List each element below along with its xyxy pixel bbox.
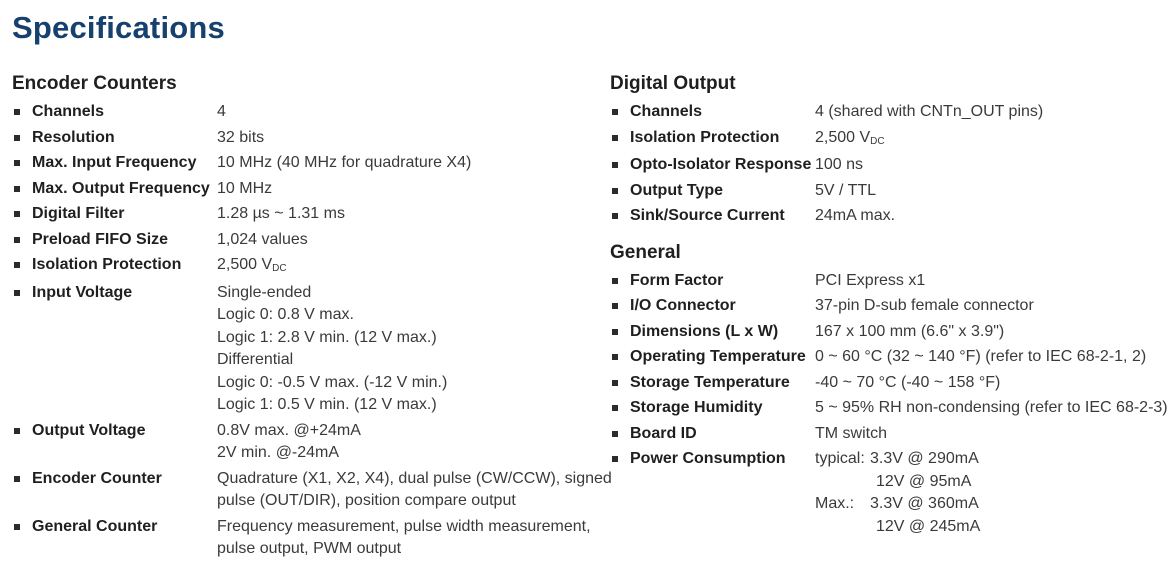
spec-value: [217, 516, 592, 561]
power-consumption-grid: [815, 448, 1170, 538]
spec-label: Operating Temperature: [630, 348, 806, 365]
spec-value-text: 2,500 V: [815, 128, 871, 146]
spec-row-operating-temperature: [610, 346, 1170, 369]
bullet-icon: [612, 303, 618, 309]
spec-label: Storage Humidity: [630, 399, 763, 416]
spec-value-line: pulse output, PWM output: [217, 540, 402, 557]
spec-value-line: 0.8V max. @+24mA: [217, 421, 361, 439]
spec-label: Channels: [630, 103, 703, 120]
spec-row-power-consumption: [610, 448, 1170, 538]
spec-label: Output Type: [630, 181, 724, 199]
spec-value: 1,024 values: [217, 230, 308, 248]
bullet-icon: [612, 109, 618, 115]
spec-row-resolution: [12, 127, 592, 150]
power-max-12v: 12V @ 245mA: [876, 517, 981, 535]
power-spacer: [815, 516, 870, 539]
spec-label: Isolation Protection: [32, 256, 182, 273]
bullet-icon: [14, 262, 20, 268]
spec-value: 32 bits: [217, 128, 265, 146]
spec-label: Encoder Counter: [32, 469, 162, 487]
bullet-icon: [612, 431, 618, 437]
bullet-icon: [612, 135, 618, 141]
bullet-icon: [14, 109, 20, 115]
spec-label: Opto-Isolator Response: [630, 156, 812, 173]
general-section: [610, 241, 1170, 539]
spec-value-line: Single-ended: [217, 283, 312, 301]
power-typical-12v: 12V @ 95mA: [876, 472, 972, 490]
bullet-icon: [14, 135, 20, 141]
spec-value-line: Differential: [217, 351, 294, 368]
bullet-icon: [612, 354, 618, 360]
spec-row-do-isolation-protection: [610, 127, 1170, 152]
bullet-icon: [14, 428, 20, 434]
spec-label: Digital Filter: [32, 205, 125, 222]
bullet-icon: [612, 188, 618, 194]
spec-row-do-channels: [610, 101, 1170, 124]
bullet-icon: [612, 213, 618, 219]
bullet-icon: [14, 160, 20, 166]
spec-label: Output Voltage: [32, 421, 146, 439]
spec-row-output-type: [610, 180, 1170, 203]
spec-value: 10 MHz (40 MHz for quadrature X4): [217, 154, 472, 171]
bullet-icon: [612, 329, 618, 335]
bullet-icon: [612, 456, 618, 462]
spec-value: [217, 420, 592, 465]
spec-label: Dimensions (L x W): [630, 322, 779, 340]
spec-row-max-input-frequency: [12, 152, 592, 175]
bullet-icon: [14, 290, 20, 296]
spec-value: 10 MHz: [217, 179, 273, 197]
power-spacer: [815, 471, 870, 494]
bullet-icon: [14, 186, 20, 192]
spec-label: Board ID: [630, 424, 697, 442]
right-column: [610, 72, 1170, 541]
spec-value-line: 2V min. @-24mA: [217, 444, 340, 461]
spec-value: PCI Express x1: [815, 271, 926, 289]
spec-row-channels: [12, 101, 592, 124]
spec-value: TM switch: [815, 424, 887, 442]
spec-value-line: pulse (OUT/DIR), position compare output: [217, 492, 516, 509]
spec-value: [217, 282, 592, 417]
spec-label: General Counter: [32, 517, 158, 535]
spec-label: Preload FIFO Size: [32, 230, 169, 248]
bullet-icon: [612, 405, 618, 411]
spec-label: Max. Input Frequency: [32, 154, 197, 171]
bullet-icon: [14, 476, 20, 482]
spec-label: Max. Output Frequency: [32, 179, 210, 197]
spec-label: Isolation Protection: [630, 128, 780, 146]
spec-value: -40 ~ 70 °C (-40 ~ 158 °F): [815, 373, 1001, 391]
spec-row-dimensions: [610, 321, 1170, 344]
spec-value: 24mA max.: [815, 207, 896, 224]
spec-value: [815, 448, 1170, 538]
spec-value: 0 ~ 60 °C (32 ~ 140 °F) (refer to IEC 68-2-1, 2): [815, 348, 1147, 365]
spec-value: 1.28 µs ~ 1.31 ms: [217, 205, 345, 222]
spec-value: 4 (shared with CNTn_OUT pins): [815, 103, 1044, 120]
spec-value-line: Logic 1: 2.8 V min. (12 V max.): [217, 328, 437, 346]
spec-value-line: Logic 0: 0.8 V max.: [217, 306, 354, 323]
digital-output-section: [610, 72, 1170, 228]
bullet-icon: [612, 380, 618, 386]
spec-value: [217, 254, 592, 279]
bullet-icon: [14, 211, 20, 217]
spec-row-general-counter: [12, 516, 592, 561]
spec-value-line: Logic 1: 0.5 V min. (12 V max.): [217, 396, 437, 413]
spec-row-board-id: [610, 423, 1170, 446]
spec-value: 167 x 100 mm (6.6" x 3.9"): [815, 322, 1005, 340]
spec-label: Resolution: [32, 128, 115, 146]
spec-row-form-factor: [610, 270, 1170, 293]
spec-row-storage-humidity: [610, 397, 1170, 420]
spec-label: Channels: [32, 103, 105, 120]
spec-label: Input Voltage: [32, 283, 133, 301]
spec-value: 37-pin D-sub female connector: [815, 297, 1034, 314]
power-max-3v3: 3.3V @ 360mA: [870, 495, 979, 512]
spec-value: 4: [217, 103, 226, 120]
encoder-counters-section: [12, 72, 612, 561]
section-heading-digital-output: Digital Output: [610, 73, 736, 94]
spec-value: 5V / TTL: [815, 181, 877, 199]
spec-label: Sink/Source Current: [630, 207, 785, 224]
power-typical-label: typical:: [815, 450, 865, 467]
spec-label: Form Factor: [630, 271, 724, 289]
spec-row-input-voltage: [12, 282, 592, 417]
spec-value-line: Logic 0: -0.5 V max. (-12 V min.): [217, 373, 448, 391]
spec-row-encoder-counter: [12, 468, 612, 513]
power-typical-3v3: 3.3V @ 290mA: [870, 450, 979, 467]
unit-subscript: DC: [870, 135, 885, 147]
spec-value-line: Frequency measurement, pulse width measurement,: [217, 517, 591, 535]
spec-row-output-voltage: [12, 420, 592, 465]
spec-row-isolation-protection: [12, 254, 592, 279]
spec-row-opto-isolator-response: [610, 154, 1170, 177]
spec-row-sink-source-current: [610, 205, 1170, 228]
unit-subscript: DC: [272, 263, 287, 274]
bullet-icon: [612, 162, 618, 168]
spec-row-io-connector: [610, 295, 1170, 318]
left-column: [12, 72, 612, 564]
spec-value: 5 ~ 95% RH non-condensing (refer to IEC 68-2-3): [815, 399, 1168, 416]
section-heading-encoder-counters: Encoder Counters: [12, 73, 177, 94]
power-max-label: Max.:: [815, 495, 855, 512]
bullet-icon: [612, 278, 618, 284]
spec-label: Storage Temperature: [630, 373, 790, 391]
spec-value: 100 ns: [815, 156, 864, 173]
spec-label: Power Consumption: [630, 450, 786, 467]
spec-label: I/O Connector: [630, 297, 736, 314]
spec-row-storage-temperature: [610, 372, 1170, 395]
section-heading-general: General: [610, 241, 681, 263]
spec-row-preload-fifo-size: [12, 229, 592, 252]
spec-value-text: 2,500 V: [217, 256, 273, 273]
spec-row-max-output-frequency: [12, 178, 592, 201]
spec-value: [217, 468, 612, 513]
spec-value-line: Quadrature (X1, X2, X4), dual pulse (CW/CCW), signed: [217, 469, 612, 487]
bullet-icon: [14, 237, 20, 243]
spec-row-digital-filter: [12, 203, 592, 226]
spec-value: [815, 127, 1170, 152]
page-title: Specifications: [12, 10, 225, 45]
bullet-icon: [14, 524, 20, 530]
